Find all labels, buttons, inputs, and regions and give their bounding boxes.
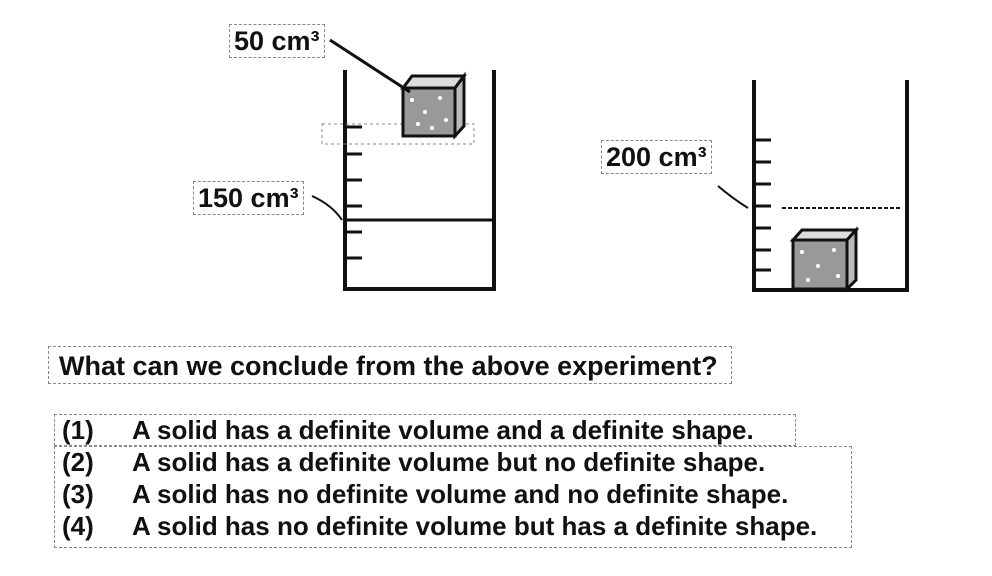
option-1[interactable]: [54, 414, 852, 446]
option-text: A solid has a definite volume and a definite shape.: [132, 415, 754, 445]
option-3[interactable]: [54, 478, 852, 510]
cube-volume-label: 50 cm³: [229, 24, 325, 58]
cube-above-beaker: [403, 76, 464, 136]
option-2[interactable]: [54, 446, 852, 478]
right-beaker: [754, 80, 907, 290]
option-text: A solid has a definite volume but no definite shape.: [132, 447, 766, 477]
option-number: (2): [62, 447, 94, 477]
left-water-volume-label: 150 cm³: [193, 181, 304, 215]
option-number: (1): [62, 415, 94, 445]
option-text: A solid has no definite volume and no definite shape.: [132, 479, 789, 509]
right-water-volume-label: 200 cm³: [601, 140, 712, 174]
option-number: (4): [62, 511, 94, 541]
answer-options: [54, 414, 852, 542]
cube-label-pointer: [330, 40, 410, 92]
option-text: A solid has no definite volume but has a definite shape.: [132, 511, 818, 541]
option-4[interactable]: [54, 510, 852, 542]
question-text: What can we conclude from the above experiment?: [48, 346, 732, 384]
option-number: (3): [62, 479, 94, 509]
right-water-label-pointer: [718, 186, 748, 208]
left-water-label-pointer: [312, 196, 342, 220]
